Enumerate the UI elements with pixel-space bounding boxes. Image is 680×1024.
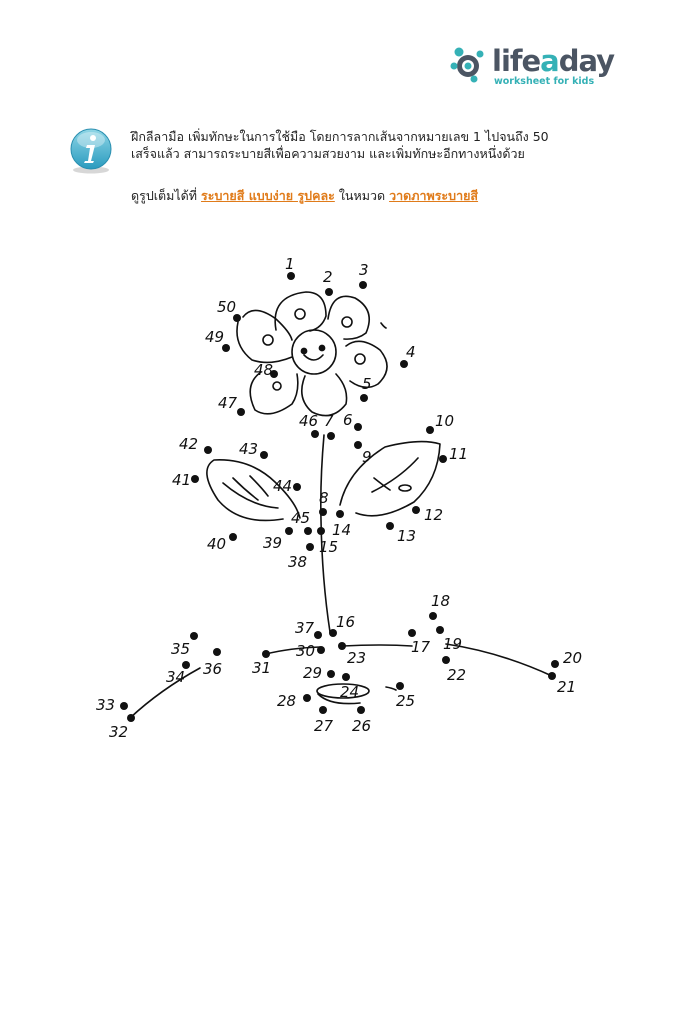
- petal-bottom: [302, 374, 347, 416]
- ground-line: [130, 668, 200, 718]
- dot-label-8: 8: [319, 489, 329, 507]
- dot-label-37: 37: [295, 619, 315, 637]
- dot-13: [386, 522, 394, 530]
- dot-18: [429, 612, 437, 620]
- lifeaday-logo: [450, 42, 615, 92]
- logo-tagline: worksheet for kids: [494, 76, 595, 87]
- dot-12: [412, 506, 420, 514]
- dot-label-40: 40: [207, 535, 227, 553]
- dot-label-43: 43: [239, 440, 259, 458]
- logo-wordmark: lifeaday: [492, 44, 615, 78]
- link-coloring-category[interactable]: วาดภาพระบายสี: [389, 188, 479, 203]
- dot-15: [317, 527, 325, 535]
- link-easy-coloring[interactable]: ระบายสี แบบง่าย รูปคละ: [201, 188, 335, 203]
- dot-label-45: 45: [291, 509, 311, 527]
- dot-label-11: 11: [449, 445, 469, 463]
- dot-label-17: 17: [411, 638, 431, 656]
- dot-10: [426, 426, 434, 434]
- dot-label-46: 46: [299, 412, 319, 430]
- dot-label-50: 50: [217, 298, 237, 316]
- dot-33: [120, 702, 128, 710]
- dot-label-24: 24: [340, 683, 360, 701]
- dot-30: [317, 646, 325, 654]
- dot-19: [436, 626, 444, 634]
- dot-45: [304, 527, 312, 535]
- dot-label-4: 4: [406, 343, 416, 361]
- dot-label-33: 33: [96, 696, 116, 714]
- dot-label-1: 1: [285, 255, 295, 273]
- dot-6: [354, 423, 362, 431]
- dot-35: [190, 632, 198, 640]
- dot-label-25: 25: [396, 692, 416, 710]
- dot-11: [439, 455, 447, 463]
- dot-40: [229, 533, 237, 541]
- dot-32: [127, 714, 135, 722]
- dot-43: [260, 451, 268, 459]
- dot-label-30: 30: [296, 642, 316, 660]
- dot-5: [360, 394, 368, 402]
- info-icon: [66, 126, 116, 176]
- dot-label-32: 32: [109, 723, 129, 741]
- dot-label-19: 19: [443, 635, 463, 653]
- dot-label-36: 36: [203, 660, 223, 678]
- dot-label-41: 41: [172, 471, 192, 489]
- dot-label-14: 14: [332, 521, 352, 539]
- dot-label-7: 7: [324, 412, 334, 430]
- dot-26: [357, 706, 365, 714]
- dot-39: [285, 527, 293, 535]
- dot-24: [342, 673, 350, 681]
- dot-label-28: 28: [277, 692, 297, 710]
- dot-label-44: 44: [273, 477, 293, 495]
- dot-label-39: 39: [263, 534, 283, 552]
- dot-37: [314, 631, 322, 639]
- dot-label-13: 13: [397, 527, 417, 545]
- dot-17: [408, 629, 416, 637]
- dot-4: [400, 360, 408, 368]
- dot-23: [338, 642, 346, 650]
- dot-20: [551, 660, 559, 668]
- flower-center: [292, 330, 336, 374]
- instructions: [131, 128, 631, 162]
- dot-29: [327, 670, 335, 678]
- dot-2: [325, 288, 333, 296]
- dot-label-21: 21: [557, 678, 577, 696]
- dot-31: [262, 650, 270, 658]
- dot-27: [319, 706, 327, 714]
- dot-label-35: 35: [171, 640, 191, 658]
- dot-label-9: 9: [362, 448, 372, 466]
- dot-label-49: 49: [205, 328, 225, 346]
- dot-label-12: 12: [424, 506, 444, 524]
- dot-36: [213, 648, 221, 656]
- more-prefix: ดูรูปเต็มได้ที่: [131, 188, 198, 203]
- dot-label-31: 31: [252, 659, 272, 677]
- dot-label-26: 26: [352, 717, 372, 735]
- dot-to-dot-flower: [0, 240, 680, 760]
- dot-41: [191, 475, 199, 483]
- dot-label-29: 29: [303, 664, 323, 682]
- dot-label-20: 20: [563, 649, 583, 667]
- dot-25: [396, 682, 404, 690]
- dot-46: [311, 430, 319, 438]
- instructions-line-1: ฝึกลีลามือ เพิ่มทักษะในการใช้มือ โดยการลากเส้นจากหมายเลข 1 ไปจนถึง 50: [131, 129, 549, 144]
- dot-44: [293, 483, 301, 491]
- dot-label-6: 6: [343, 411, 353, 429]
- dot-3: [359, 281, 367, 289]
- dot-9: [354, 441, 362, 449]
- dot-label-3: 3: [359, 261, 369, 279]
- logo-molecule-icon: [450, 46, 490, 86]
- more-info-line: [131, 187, 478, 204]
- dot-21: [548, 672, 556, 680]
- dot-label-27: 27: [314, 717, 334, 735]
- dot-label-2: 2: [323, 268, 333, 286]
- dot-label-18: 18: [431, 592, 451, 610]
- instructions-line-2: เสร็จแล้ว สามารถระบายสีเพื่อความสวยงาม และเพิ่มทักษะอีกทางหนึ่งด้วย: [131, 146, 525, 161]
- dot-label-5: 5: [362, 375, 372, 393]
- dot-label-47: 47: [218, 394, 238, 412]
- dot-8: [319, 508, 327, 516]
- leaf-right: [340, 442, 440, 516]
- dot-1: [287, 272, 295, 280]
- dot-label-23: 23: [347, 649, 367, 667]
- dot-42: [204, 446, 212, 454]
- dot-47: [237, 408, 245, 416]
- dot-label-48: 48: [254, 361, 274, 379]
- dot-14: [336, 510, 344, 518]
- dot-label-10: 10: [435, 412, 455, 430]
- more-middle: ในหมวด: [338, 188, 386, 203]
- dot-label-22: 22: [447, 666, 467, 684]
- dot-label-16: 16: [336, 613, 356, 631]
- dot-label-15: 15: [319, 538, 339, 556]
- dot-7: [327, 432, 335, 440]
- dot-38: [306, 543, 314, 551]
- dot-label-38: 38: [288, 553, 308, 571]
- dot-28: [303, 694, 311, 702]
- dot-label-42: 42: [179, 435, 199, 453]
- dot-22: [442, 656, 450, 664]
- dot-labels: [96, 255, 582, 741]
- dot-label-34: 34: [166, 668, 186, 686]
